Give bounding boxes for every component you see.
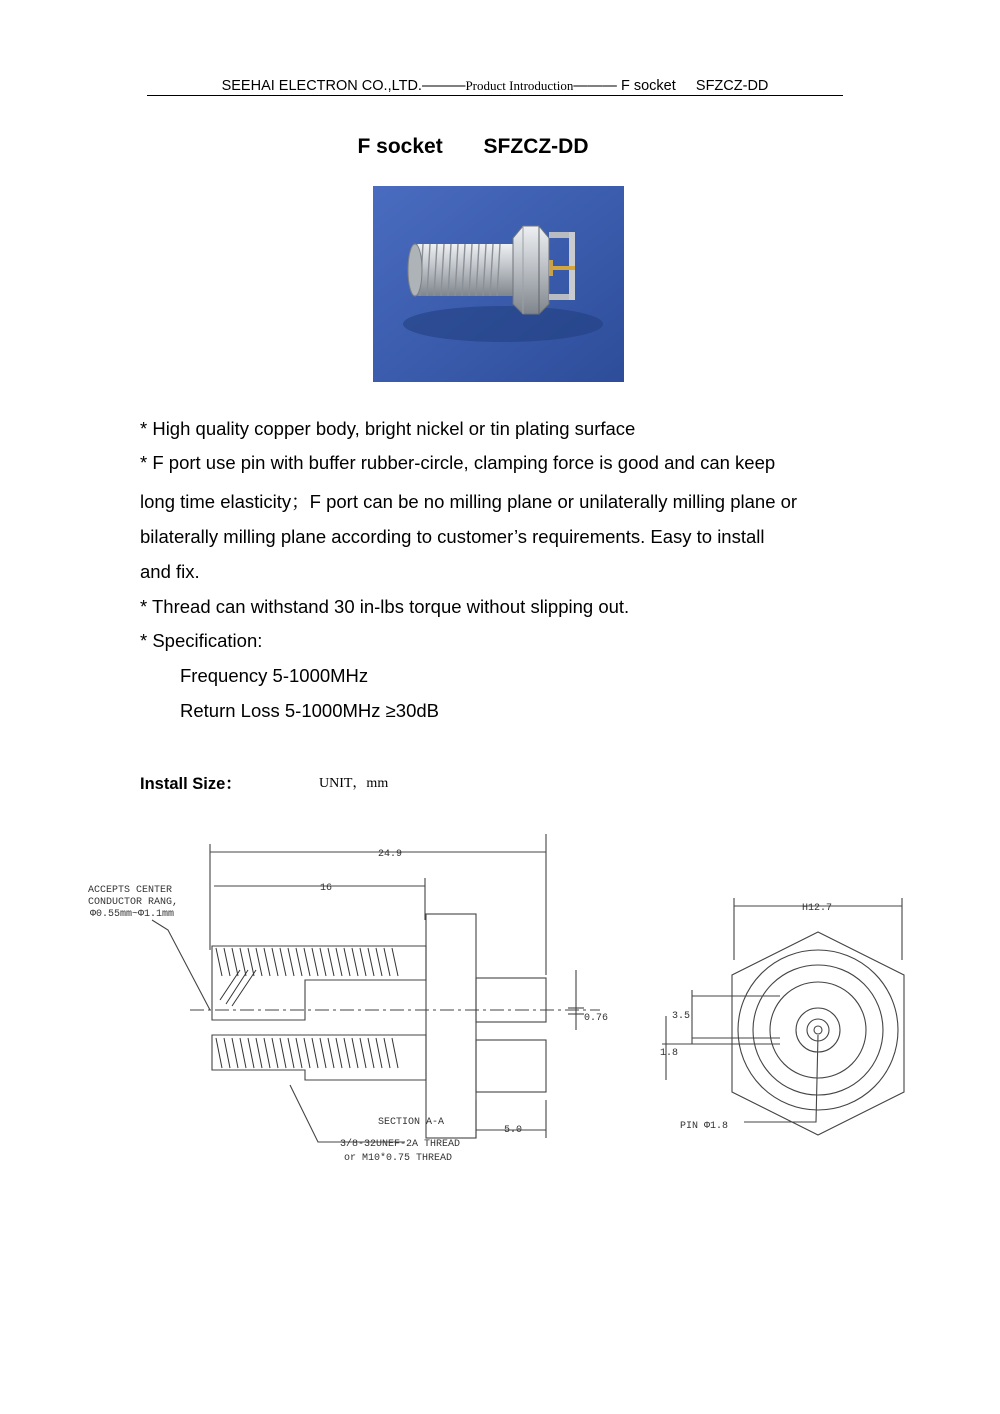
page-header [147, 76, 843, 96]
header-product: F socket [620, 78, 676, 94]
header-model: SFZCZ-DD [695, 78, 769, 94]
unit-label: UNIT，mm [319, 776, 389, 791]
spec-return-loss: Return Loss 5-1000MHz ≥30dB [180, 700, 440, 721]
feature-line-7: * Specification: [140, 630, 263, 651]
product-photo [373, 186, 624, 382]
feature-line-2: * F port use pin with buffer rubber-circle, clamping force is good and can keep [140, 452, 776, 473]
dim-hex: H12.7 [802, 903, 833, 914]
thread-text-2: or M10*0.75 THREAD [344, 1153, 453, 1164]
dim-thread-length: 16 [320, 883, 333, 894]
accepts-text-3: Φ0.55mm~Φ1.1mm [90, 909, 175, 920]
header-dash-1: ——— [421, 78, 466, 94]
spec-frequency: Frequency 5-1000MHz [180, 665, 369, 686]
feature-line-4: bilaterally milling plane according to customer’s requirements. Easy to install [140, 526, 765, 547]
header-section: Product Introduction [465, 78, 574, 93]
dim-5: 5.0 [504, 1125, 523, 1136]
title-product: F socket [357, 135, 443, 158]
install-size-label: Install Size： [140, 775, 242, 793]
accepts-text-2: CONDUCTOR RANG, [88, 897, 179, 908]
dim-18: 1.8 [660, 1048, 679, 1059]
dim-total-length: 24.9 [378, 849, 403, 860]
feature-line-3: long time elasticity；F port can be no milling plane or unilaterally milling plane or [140, 491, 798, 512]
pin-label: PIN Φ1.8 [680, 1121, 729, 1132]
feature-line-5: and fix. [140, 561, 200, 582]
page-title [0, 135, 946, 159]
header-dash-2: ——— [573, 78, 617, 94]
thread-text-1: 3/8-32UNEF-2A THREAD [340, 1139, 461, 1150]
section-label: SECTION A-A [378, 1117, 445, 1128]
technical-drawing [80, 830, 940, 1170]
accepts-text-1: ACCEPTS CENTER [88, 885, 173, 896]
feature-line-1: * High quality copper body, bright nickel or tin plating surface [140, 418, 636, 439]
dim-35: 3.5 [672, 1011, 691, 1022]
title-model: SFZCZ-DD [483, 135, 589, 158]
header-company: SEEHAI ELECTRON CO.,LTD. [221, 78, 422, 94]
feature-line-6: * Thread can withstand 30 in-lbs torque without slipping out. [140, 596, 630, 617]
dim-076: 0.76 [584, 1013, 609, 1024]
